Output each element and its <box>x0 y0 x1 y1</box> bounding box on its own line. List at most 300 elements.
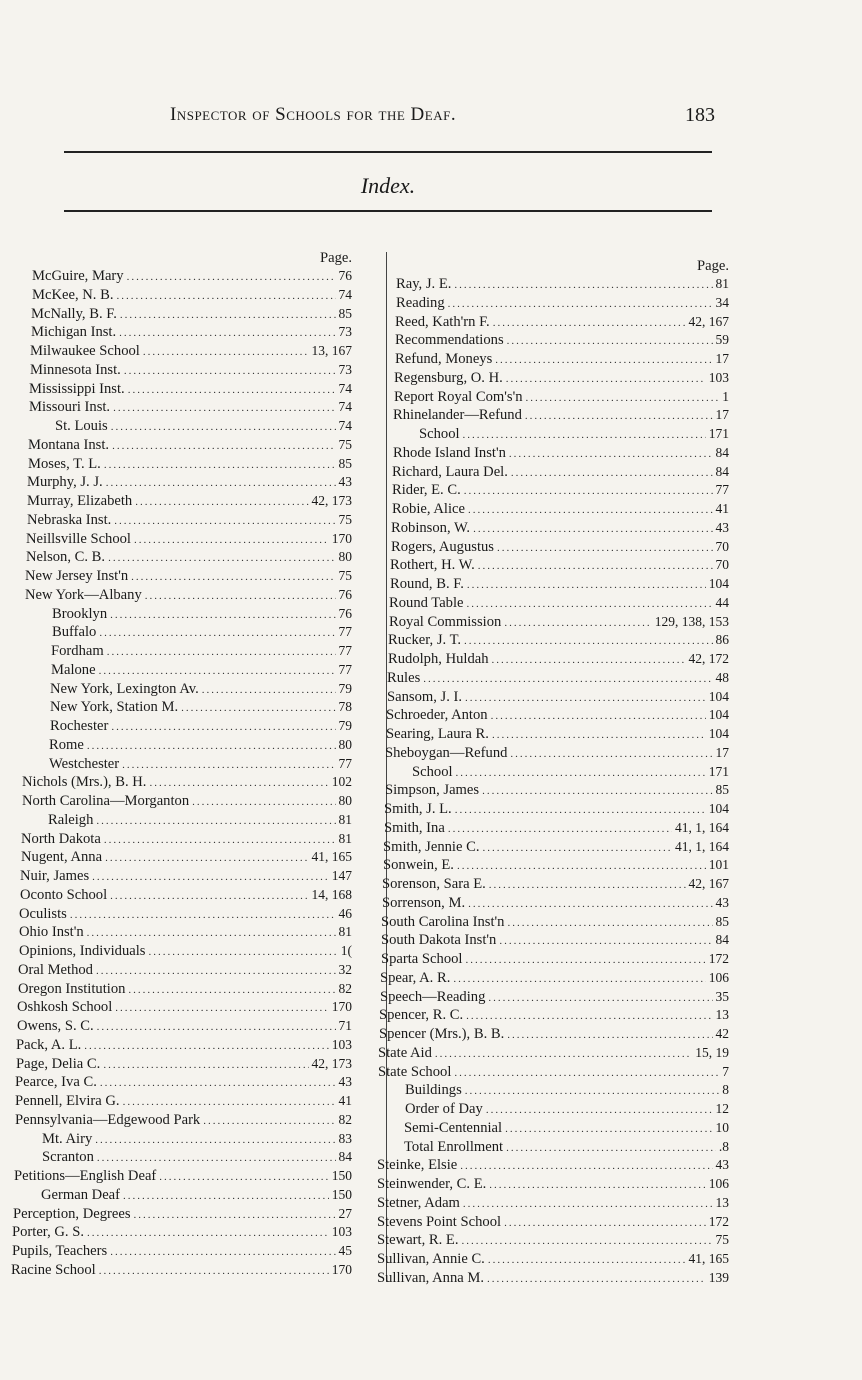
index-entry <box>0 1017 352 1036</box>
entry-name: Pennsylvania—Edgewood Park <box>15 1111 201 1128</box>
index-entry <box>377 838 729 857</box>
index-entry <box>377 744 729 763</box>
entry-name: Missouri Inst. <box>29 399 111 416</box>
index-entry <box>377 1194 729 1213</box>
entry-name: Neillsville School <box>26 530 131 547</box>
entry-pages: 81 <box>338 811 352 827</box>
entry-name: Stevens Point School <box>377 1213 502 1230</box>
entry-name: McNally, B. F. <box>31 305 117 322</box>
dot-leader <box>110 606 335 625</box>
index-entry <box>377 969 729 988</box>
entry-name: Petitions—English Deaf <box>14 1168 157 1184</box>
index-entry <box>0 923 352 942</box>
index-entry <box>0 1167 352 1186</box>
entry-pages: 17 <box>715 407 729 423</box>
index-entry <box>377 331 729 350</box>
dot-leader <box>454 276 712 295</box>
entry-pages: 172 <box>708 951 729 966</box>
entry-name: North Carolina—Morganton <box>22 793 190 809</box>
index-entry <box>0 1261 352 1280</box>
index-entry <box>0 380 352 399</box>
entry-pages: 170 <box>331 999 352 1015</box>
index-entry <box>0 567 352 586</box>
entry-name: German Deaf <box>41 1186 121 1203</box>
index-entry <box>0 755 352 774</box>
entry-name: Schroeder, Anton <box>386 707 488 724</box>
index-entry <box>377 1269 729 1288</box>
entry-name: Rhinelander—Refund <box>393 407 522 424</box>
dot-leader <box>70 906 336 925</box>
dot-leader <box>111 418 336 437</box>
entry-pages: 48 <box>715 669 729 685</box>
index-entry <box>0 1111 352 1130</box>
dot-leader <box>489 1176 705 1195</box>
index-entry <box>377 369 729 388</box>
index-entry <box>0 773 352 792</box>
entry-pages: 70 <box>715 538 729 554</box>
entry-pages: 42, 173 <box>311 1055 352 1071</box>
entry-pages: 75 <box>338 436 352 452</box>
index-entry <box>377 913 729 932</box>
entry-pages: 77 <box>338 643 352 658</box>
entry-pages: 34 <box>715 294 729 310</box>
entry-pages: 170 <box>331 1261 352 1277</box>
dot-leader <box>465 951 705 970</box>
dot-leader <box>466 1007 712 1026</box>
index-entry <box>0 1186 352 1205</box>
entry-pages: 42, 173 <box>311 493 352 508</box>
entry-pages: 76 <box>338 605 352 621</box>
entry-name: Spear, A. R. <box>380 969 451 986</box>
index-entry <box>0 286 352 305</box>
entry-name: School <box>419 426 460 442</box>
entry-pages: 78 <box>338 699 352 715</box>
entry-pages: 79 <box>338 718 352 733</box>
entry-pages: 14, 168 <box>311 886 352 902</box>
index-entry <box>377 1138 729 1157</box>
dot-leader <box>492 651 686 670</box>
entry-name: Pupils, Teachers <box>12 1243 108 1259</box>
entry-pages: 1 <box>722 388 729 404</box>
entry-name: South Carolina Inst'n <box>381 913 505 930</box>
entry-name: Oral Method <box>18 961 93 978</box>
dot-leader <box>482 839 672 858</box>
entry-name: Steinwender, C. E. <box>377 1176 487 1192</box>
dot-leader <box>128 981 335 1000</box>
index-entry <box>0 830 352 849</box>
dot-leader <box>104 456 336 475</box>
entry-pages: 41, 1, 164 <box>675 838 729 854</box>
dot-leader <box>511 464 713 483</box>
entry-name: Racine School <box>11 1261 96 1278</box>
dot-leader <box>506 370 706 389</box>
index-entry <box>0 811 352 830</box>
index-entry <box>0 792 352 811</box>
entry-name: Rogers, Augustus <box>391 538 494 555</box>
entry-pages: 27 <box>338 1205 352 1221</box>
dot-leader <box>465 1082 719 1101</box>
top-rule <box>64 151 712 153</box>
entry-name: Buildings <box>405 1082 462 1099</box>
index-entry <box>0 1205 352 1224</box>
entry-name: Rhode Island Inst'n <box>393 444 506 461</box>
index-entry <box>0 980 352 999</box>
entry-name: Reading <box>396 294 445 311</box>
dot-leader <box>456 764 706 783</box>
entry-pages: 86 <box>715 632 729 648</box>
entry-name: State Aid <box>378 1044 432 1061</box>
entry-name: Montana Inst. <box>28 436 110 453</box>
entry-pages: 103 <box>331 1036 352 1052</box>
index-entry <box>0 417 352 436</box>
entry-name: New York, Lexington Av. <box>50 680 199 697</box>
index-entry <box>0 848 352 867</box>
dot-leader <box>202 681 336 700</box>
index-entry <box>0 998 352 1017</box>
entry-name: Smith, J. L. <box>384 801 452 817</box>
dot-leader <box>454 1064 719 1083</box>
entry-pages: 84 <box>715 463 729 479</box>
entry-pages: 81 <box>715 276 729 291</box>
index-entry <box>0 717 352 736</box>
dot-leader <box>460 1157 712 1176</box>
entry-pages: 13 <box>715 1194 729 1210</box>
dot-leader <box>525 407 713 426</box>
dot-leader <box>123 1093 336 1112</box>
entry-name: Speech—Reading <box>380 988 486 1005</box>
index-title: Index. <box>360 173 416 198</box>
index-entry <box>0 1036 352 1055</box>
entry-name: Malone <box>51 661 96 678</box>
entry-name: Reed, Kath'rn F. <box>395 313 490 330</box>
index-entry <box>0 267 352 286</box>
dot-leader <box>127 268 336 287</box>
entry-pages: 43 <box>338 1074 352 1090</box>
entry-pages: 41 <box>338 1093 352 1108</box>
dot-leader <box>453 970 705 989</box>
dot-leader <box>100 1074 336 1093</box>
entry-pages: 42, 167 <box>688 876 729 891</box>
entry-pages: 42, 167 <box>688 313 729 329</box>
index-entry <box>0 323 352 342</box>
entry-name: School <box>412 763 453 780</box>
entry-name: Oshkosh School <box>17 999 113 1016</box>
dot-leader <box>99 662 336 681</box>
dot-leader <box>526 389 720 408</box>
dot-leader <box>103 1056 308 1075</box>
entry-pages: .8 <box>718 1138 729 1154</box>
dot-leader <box>507 1026 712 1045</box>
entry-name: Fordham <box>51 643 104 659</box>
dot-leader <box>123 1187 329 1206</box>
dot-leader <box>87 1224 329 1243</box>
index-entry <box>377 1100 729 1119</box>
entry-name: Report Royal Com's'n <box>394 388 523 405</box>
dot-leader <box>84 1037 328 1056</box>
entry-name: Rome <box>49 736 84 753</box>
dot-leader <box>97 1018 336 1037</box>
entry-name: Mississippi Inst. <box>29 380 125 397</box>
running-title: Inspector of Schools for the Deaf. <box>170 104 457 125</box>
entry-name: Spencer (Mrs.), B. B. <box>379 1026 505 1042</box>
entry-pages: 139 <box>708 1269 729 1285</box>
dot-leader <box>488 989 712 1008</box>
entry-name: Rothert, H. W. <box>390 557 475 574</box>
index-entry <box>377 594 729 613</box>
entry-name: Smith, Ina <box>384 819 445 836</box>
dot-leader <box>120 306 336 325</box>
index-entry <box>0 586 352 605</box>
index-entry <box>377 444 729 463</box>
dot-leader <box>507 332 713 351</box>
entry-pages: 70 <box>715 557 729 573</box>
entry-name: Refund, Moneys <box>395 351 493 367</box>
index-entry <box>0 942 352 961</box>
dot-leader <box>122 756 335 775</box>
index-entry <box>377 388 729 407</box>
dot-leader <box>464 632 712 651</box>
entry-name: Rudolph, Huldah <box>388 651 489 667</box>
index-entry <box>377 988 729 1007</box>
entry-pages: 103 <box>708 369 729 385</box>
entry-name: Ohio Inst'n <box>19 924 84 941</box>
index-entry <box>0 661 352 680</box>
entry-name: Pack, A. L. <box>16 1036 82 1053</box>
entry-pages: 77 <box>338 624 352 640</box>
dot-leader <box>507 914 712 933</box>
dot-leader <box>149 774 328 793</box>
dot-leader <box>110 887 308 906</box>
entry-pages: 42, 172 <box>688 651 729 666</box>
entry-name: Nuir, James <box>20 868 90 884</box>
dot-leader <box>423 670 712 689</box>
entry-name: Pennell, Elvira G. <box>15 1093 120 1109</box>
entry-name: Robie, Alice <box>392 501 465 517</box>
index-entry <box>377 613 729 632</box>
index-entry <box>377 706 729 725</box>
entry-name: Nichols (Mrs.), B. H. <box>22 774 147 791</box>
entry-pages: 101 <box>708 857 729 873</box>
index-entry <box>0 680 352 699</box>
entry-pages: 13 <box>715 1007 729 1023</box>
bottom-rule <box>64 210 712 212</box>
entry-name: Oregon Institution <box>18 980 126 997</box>
index-entry <box>0 530 352 549</box>
index-entry <box>0 642 352 661</box>
entry-name: Round Table <box>389 594 464 611</box>
dot-leader <box>435 1045 692 1064</box>
entry-pages: 85 <box>715 782 729 798</box>
entry-name: Porter, G. S. <box>12 1224 84 1241</box>
index-entry <box>377 350 729 369</box>
entry-pages: 45 <box>338 1243 352 1258</box>
dot-leader <box>506 1139 716 1158</box>
entry-pages: 171 <box>708 426 729 441</box>
index-entry <box>0 1092 352 1111</box>
index-entry <box>377 669 729 688</box>
dot-leader <box>192 793 335 812</box>
dot-leader <box>124 362 336 381</box>
dot-leader <box>145 587 336 606</box>
entry-pages: 75 <box>715 1232 729 1248</box>
index-entry <box>377 538 729 557</box>
entry-name: Regensburg, O. H. <box>394 369 503 386</box>
entry-pages: 35 <box>715 988 729 1004</box>
dot-leader <box>489 876 686 895</box>
dot-leader <box>116 287 335 306</box>
dot-leader <box>96 812 335 831</box>
entry-name: Buffalo <box>52 624 97 641</box>
entry-name: Nugent, Anna <box>21 849 103 866</box>
entry-pages: 17 <box>715 744 729 760</box>
dot-leader <box>482 782 712 801</box>
index-entry <box>377 819 729 838</box>
index-entry <box>377 1213 729 1232</box>
entry-name: Oculists <box>19 905 67 922</box>
index-entry <box>377 856 729 875</box>
index-entry <box>0 736 352 755</box>
index-entry <box>0 455 352 474</box>
index-entry <box>377 1081 729 1100</box>
entry-pages: 104 <box>708 707 729 723</box>
entry-pages: 43 <box>715 1157 729 1173</box>
entry-pages: 80 <box>338 549 352 565</box>
entry-pages: 71 <box>338 1018 352 1033</box>
dot-leader <box>105 849 308 868</box>
entry-pages: 85 <box>338 455 352 471</box>
dot-leader <box>92 868 329 887</box>
dot-leader <box>478 557 713 576</box>
entry-name: Stewart, R. E. <box>377 1232 459 1249</box>
index-entry <box>377 875 729 894</box>
entry-pages: 75 <box>338 568 352 583</box>
index-entry <box>0 605 352 624</box>
dot-leader <box>115 999 328 1018</box>
entry-name: New York, Station M. <box>50 699 179 716</box>
entry-pages: 104 <box>708 576 729 591</box>
dot-leader <box>461 1232 712 1251</box>
dot-leader <box>111 718 335 737</box>
dot-leader <box>97 1149 336 1168</box>
entry-name: Robinson, W. <box>391 519 471 536</box>
index-entry <box>377 1250 729 1269</box>
entry-pages: 81 <box>338 830 352 846</box>
index-entry <box>377 688 729 707</box>
entry-pages: 104 <box>708 688 729 704</box>
index-entry <box>377 650 729 669</box>
entry-pages: 41, 165 <box>688 1251 729 1266</box>
entry-name: St. Louis <box>55 418 108 434</box>
entry-pages: 80 <box>338 793 352 808</box>
entry-pages: 84 <box>715 932 729 948</box>
entry-pages: 150 <box>331 1168 352 1183</box>
entry-name: Spencer, R. C. <box>379 1007 464 1024</box>
index-entry <box>377 481 729 500</box>
entry-pages: 75 <box>338 511 352 527</box>
entry-pages: 83 <box>338 1130 352 1146</box>
dot-leader <box>497 539 713 558</box>
entry-name: Owens, S. C. <box>17 1018 94 1034</box>
entry-pages: 171 <box>708 763 729 779</box>
index-entry <box>0 905 352 924</box>
dot-leader <box>203 1112 335 1131</box>
dot-leader <box>134 1206 336 1225</box>
left-page-header: Page. <box>319 250 352 266</box>
entry-pages: 82 <box>338 1111 352 1127</box>
entry-pages: 85 <box>338 305 352 321</box>
index-entry <box>377 313 729 332</box>
entry-pages: 84 <box>338 1149 352 1165</box>
index-entry <box>377 519 729 538</box>
dot-leader <box>96 962 336 981</box>
entry-name: Pearce, Iva C. <box>15 1074 97 1091</box>
entry-pages: 10 <box>715 1119 729 1135</box>
index-entry <box>0 1073 352 1092</box>
running-header <box>170 104 715 130</box>
dot-leader <box>448 820 672 839</box>
dot-leader <box>455 801 706 820</box>
entry-name: North Dakota <box>21 830 101 847</box>
entry-name: McGuire, Mary <box>32 268 124 284</box>
dot-leader <box>87 924 336 943</box>
entry-pages: 59 <box>715 332 729 348</box>
entry-name: Westchester <box>49 755 120 772</box>
entry-pages: 76 <box>338 586 352 602</box>
entry-name: Stetner, Adam <box>377 1194 460 1211</box>
index-entry <box>377 406 729 425</box>
index-entry <box>0 961 352 980</box>
entry-name: McKee, N. B. <box>32 286 114 303</box>
entry-name: Nebraska Inst. <box>27 511 112 528</box>
entry-pages: 85 <box>715 913 729 929</box>
index-entry <box>377 725 729 744</box>
index-entry <box>377 500 729 519</box>
dot-leader <box>181 699 335 718</box>
index-entry <box>0 1223 352 1242</box>
entry-pages: 102 <box>331 774 352 790</box>
index-entry <box>0 398 352 417</box>
index-entry <box>0 867 352 886</box>
index-entry <box>0 886 352 905</box>
dot-leader <box>468 501 713 520</box>
index-entry <box>377 931 729 950</box>
dot-leader <box>499 932 712 951</box>
entry-name: Michigan Inst. <box>31 324 117 341</box>
entry-name: Royal Commission <box>389 613 502 630</box>
dot-leader <box>504 1214 706 1233</box>
entry-name: New York—Albany <box>25 586 142 603</box>
dot-leader <box>493 314 686 333</box>
dot-leader <box>131 568 335 587</box>
dot-leader <box>505 1120 712 1139</box>
entry-pages: 77 <box>338 661 352 677</box>
dot-leader <box>128 381 336 400</box>
index-entry <box>0 511 352 530</box>
dot-leader <box>108 549 335 568</box>
entry-pages: 82 <box>338 980 352 996</box>
entry-name: Raleigh <box>48 811 94 828</box>
entry-name: Opinions, Individuals <box>19 943 146 959</box>
entry-pages: 12 <box>715 1101 729 1116</box>
entry-name: Richard, Laura Del. <box>392 463 508 480</box>
entry-name: Mt. Airy <box>42 1130 93 1147</box>
index-entry <box>0 623 352 642</box>
entry-name: Sorenson, Sara E. <box>382 876 486 892</box>
dot-leader <box>492 726 706 745</box>
index-entry <box>0 342 352 361</box>
dot-leader <box>488 1251 686 1270</box>
entry-pages: 73 <box>338 361 352 377</box>
